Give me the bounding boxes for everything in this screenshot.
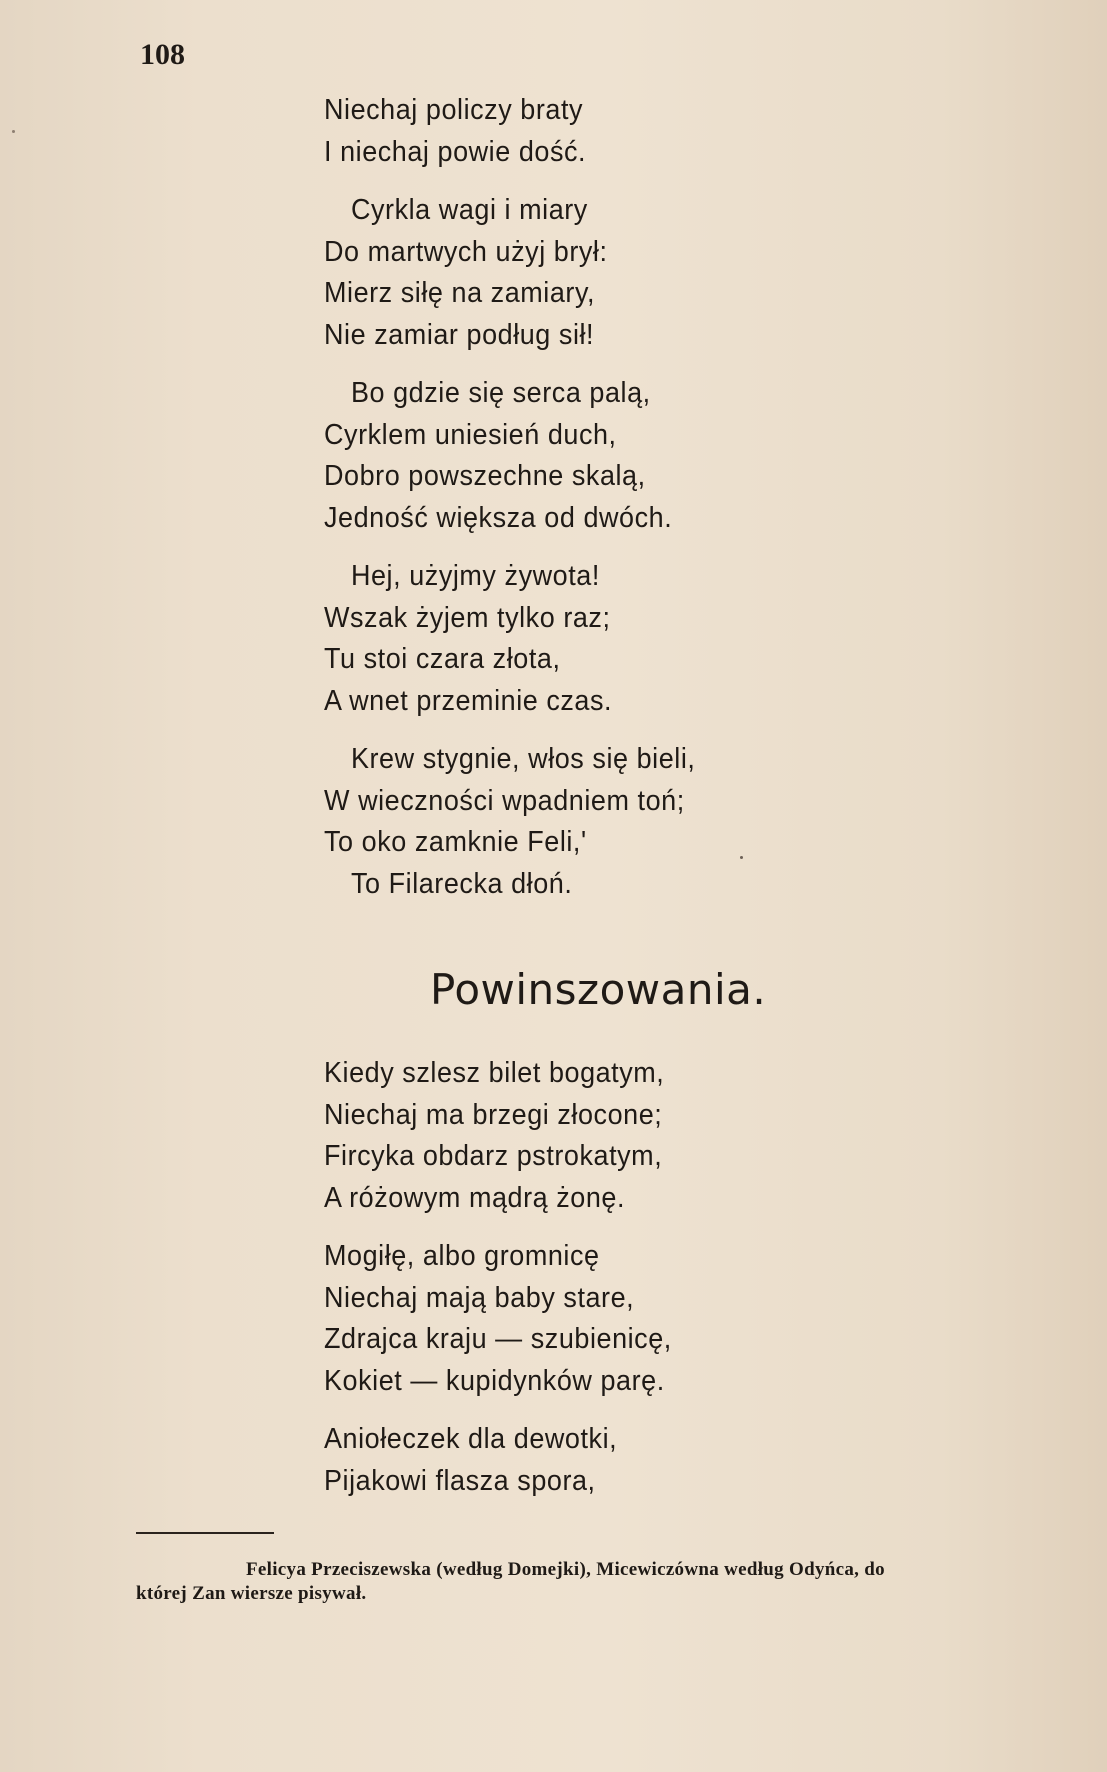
page-number: 108 — [140, 38, 185, 71]
footnote-line: której Zan wiersze pisywał. — [136, 1583, 367, 1604]
verse-line: Niechaj mają baby stare, — [324, 1281, 635, 1314]
verse-line: Fircyka obdarz pstrokatym, — [324, 1140, 663, 1172]
verse-line: To oko zamknie Feli,' — [324, 826, 587, 858]
stanza — [324, 739, 964, 905]
verse-line: Niechaj ma brzegi złocone; — [324, 1098, 663, 1131]
verse-line: Niechaj policzy braty — [324, 94, 584, 126]
verse-line: Kiedy szlesz bilet bogatym, — [324, 1057, 665, 1089]
section-title: Powinszowania. — [430, 965, 767, 1014]
verse-line: Nie zamiar podług sił! — [324, 318, 595, 351]
stanza — [324, 1419, 964, 1502]
verse-line: Bo gdzie się serca palą, — [350, 377, 651, 409]
verse-line: Wszak żyjem tylko raz; — [324, 601, 611, 634]
verse-line: W wieczności wpadniem toń; — [324, 784, 685, 817]
stanza — [324, 1236, 964, 1402]
paper-speck — [740, 856, 743, 859]
paper-speck — [12, 130, 15, 133]
verse-line: To Filarecka dłoń. — [350, 867, 573, 900]
verse-line: A wnet przeminie czas. — [324, 684, 613, 717]
stanza — [324, 190, 964, 356]
verse-line: Cyrklem uniesień duch, — [324, 418, 617, 451]
verse-line: Do martwych użyj brył: — [324, 235, 608, 268]
verse-line: Aniołeczek dla dewotki, — [324, 1423, 618, 1455]
footnote — [136, 1558, 1056, 1606]
verse-line: Zdrajca kraju — szubienicę, — [324, 1323, 672, 1355]
verse-line: Mierz siłę na zamiary, — [324, 277, 596, 309]
verse-line: Tu stoi czara złota, — [324, 643, 561, 675]
verse-line: I niechaj powie dość. — [324, 135, 587, 168]
stanza — [324, 373, 964, 539]
poem-top — [324, 90, 964, 905]
footnote-line: Felicya Przeciszewska (według Domejki), Micewiczówna według Odyńca, do — [246, 1559, 885, 1580]
stanza — [324, 1053, 964, 1219]
verse-line: Pijakowi flasza spora, — [324, 1464, 596, 1497]
verse-line: Mogiłę, albo gromnicę — [324, 1240, 600, 1272]
verse-line: A różowym mądrą żonę. — [324, 1181, 626, 1214]
verse-line: Krew stygnie, włos się bieli, — [350, 743, 696, 775]
poem-bottom — [324, 1053, 964, 1502]
verse-line: Cyrkla wagi i miary — [350, 194, 588, 226]
verse-line: Dobro powszechne skalą, — [324, 460, 646, 492]
stanza — [324, 556, 964, 722]
verse-line: Jedność większa od dwóch. — [324, 501, 673, 534]
footnote-rule — [136, 1532, 274, 1534]
stanza — [324, 90, 964, 173]
verse-line: Hej, użyjmy żywota! — [350, 560, 600, 592]
verse-line: Kokiet — kupidynków parę. — [324, 1364, 665, 1397]
